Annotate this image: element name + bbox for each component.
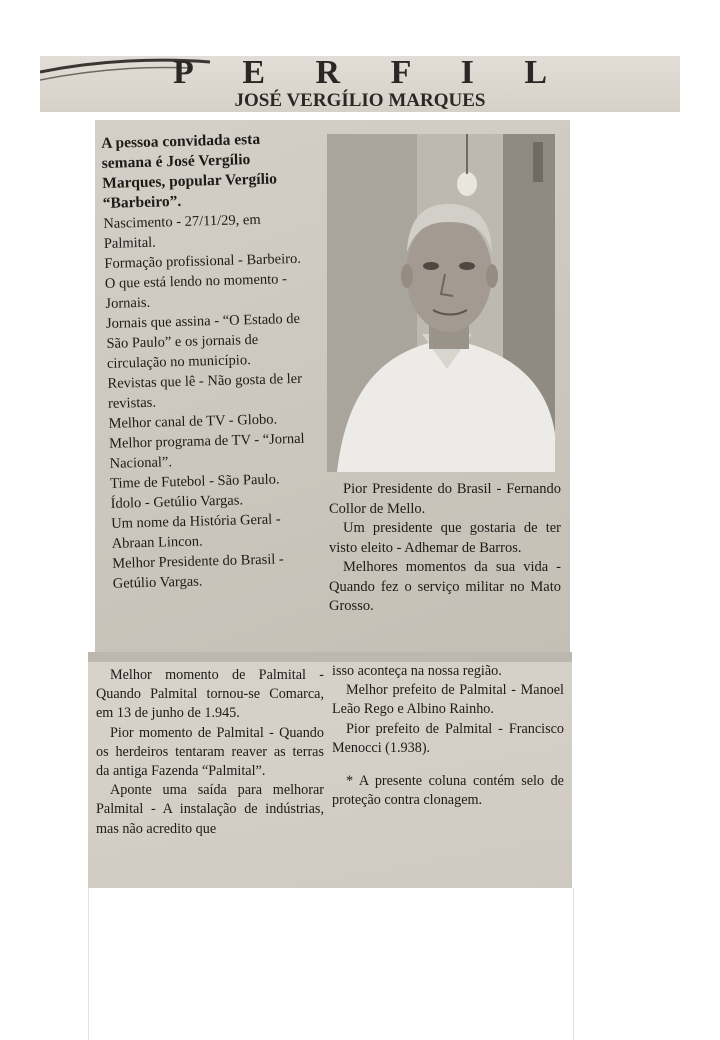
continuation-column-left <box>96 666 324 839</box>
qa-wished-president: Um presidente que gostaria de ter visto eleito - Adhemar de Barros. <box>329 520 561 556</box>
blank-page-area <box>88 888 574 1040</box>
qa-idol: Ídolo - Getúlio Vargas. <box>110 492 244 512</box>
clipping-bottom <box>88 652 572 888</box>
intro-paragraph: A pessoa convidada esta semana é José Vergílio Marques, popular Vergílio “Barbeiro”. <box>101 130 278 212</box>
qa-birth: Nascimento - 27/11/29, em Palmital. <box>103 211 261 252</box>
qa-tv-program: Melhor programa de TV - “Jornal Nacional”. <box>108 430 305 472</box>
qa-best-president: Melhor Presidente do Brasil - Getúlio Vargas. <box>112 551 284 592</box>
qa-worst-mayor: Pior prefeito de Palmital - Francisco Menocci (1.938). <box>332 720 564 756</box>
interview-column-right <box>329 480 561 617</box>
qa-reading: O que está lendo no momento - Jornais. <box>104 271 288 312</box>
protection-note: * A presente coluna contém selo de proteção contra clonagem. <box>332 773 564 809</box>
clipping-top <box>95 120 570 652</box>
qa-newspapers: Jornais que assina - “O Estado de São Paulo” e os jornais de circulação no município. <box>105 310 301 372</box>
subject-name: JOSÉ VERGÍLIO MARQUES <box>234 90 486 111</box>
qa-football-team: Time de Futebol - São Paulo. <box>109 471 280 492</box>
qa-improve-palmital: Aponte uma saída para melhorar Palmital - A instalação de indústrias, mas não acredito que <box>96 782 324 837</box>
section-title: P E R F I L <box>172 56 569 91</box>
qa-best-moments: Melhores momentos da sua vida - Quando fez o serviço militar no Mato Grosso. <box>329 559 561 614</box>
column-banner <box>40 56 680 112</box>
qa-worst-moment-palmital: Pior momento de Palmital - Quando os herdeiros tentaram reaver as terras da antiga Fazenda “Palmital”. <box>96 724 324 780</box>
qa-profession: Formação profissional - Barbeiro. <box>104 250 302 272</box>
qa-best-moment-palmital: Melhor momento de Palmital - Quando Palmital tornou-se Comarca, em 13 de junho de 1.945. <box>96 667 324 722</box>
qa-magazines: Revistas que lê - Não gosta de ler revistas. <box>107 370 303 412</box>
portrait-illustration <box>327 134 555 472</box>
continuation-column-right <box>332 662 564 810</box>
qa-improve-palmital-continued: isso aconteça na nossa região. <box>332 663 502 679</box>
clipping-edge <box>88 652 572 662</box>
qa-best-mayor: Melhor prefeito de Palmital - Manoel Leão Rego e Albino Rainho. <box>332 682 564 718</box>
qa-tv-channel: Melhor canal de TV - Globo. <box>108 411 278 432</box>
qa-history-name: Um nome da História Geral - Abraan Lincon. <box>110 511 281 552</box>
qa-worst-president: Pior Presidente do Brasil - Fernando Collor de Mello. <box>329 481 561 517</box>
interview-column-left <box>101 128 325 593</box>
portrait-photo <box>327 134 555 472</box>
